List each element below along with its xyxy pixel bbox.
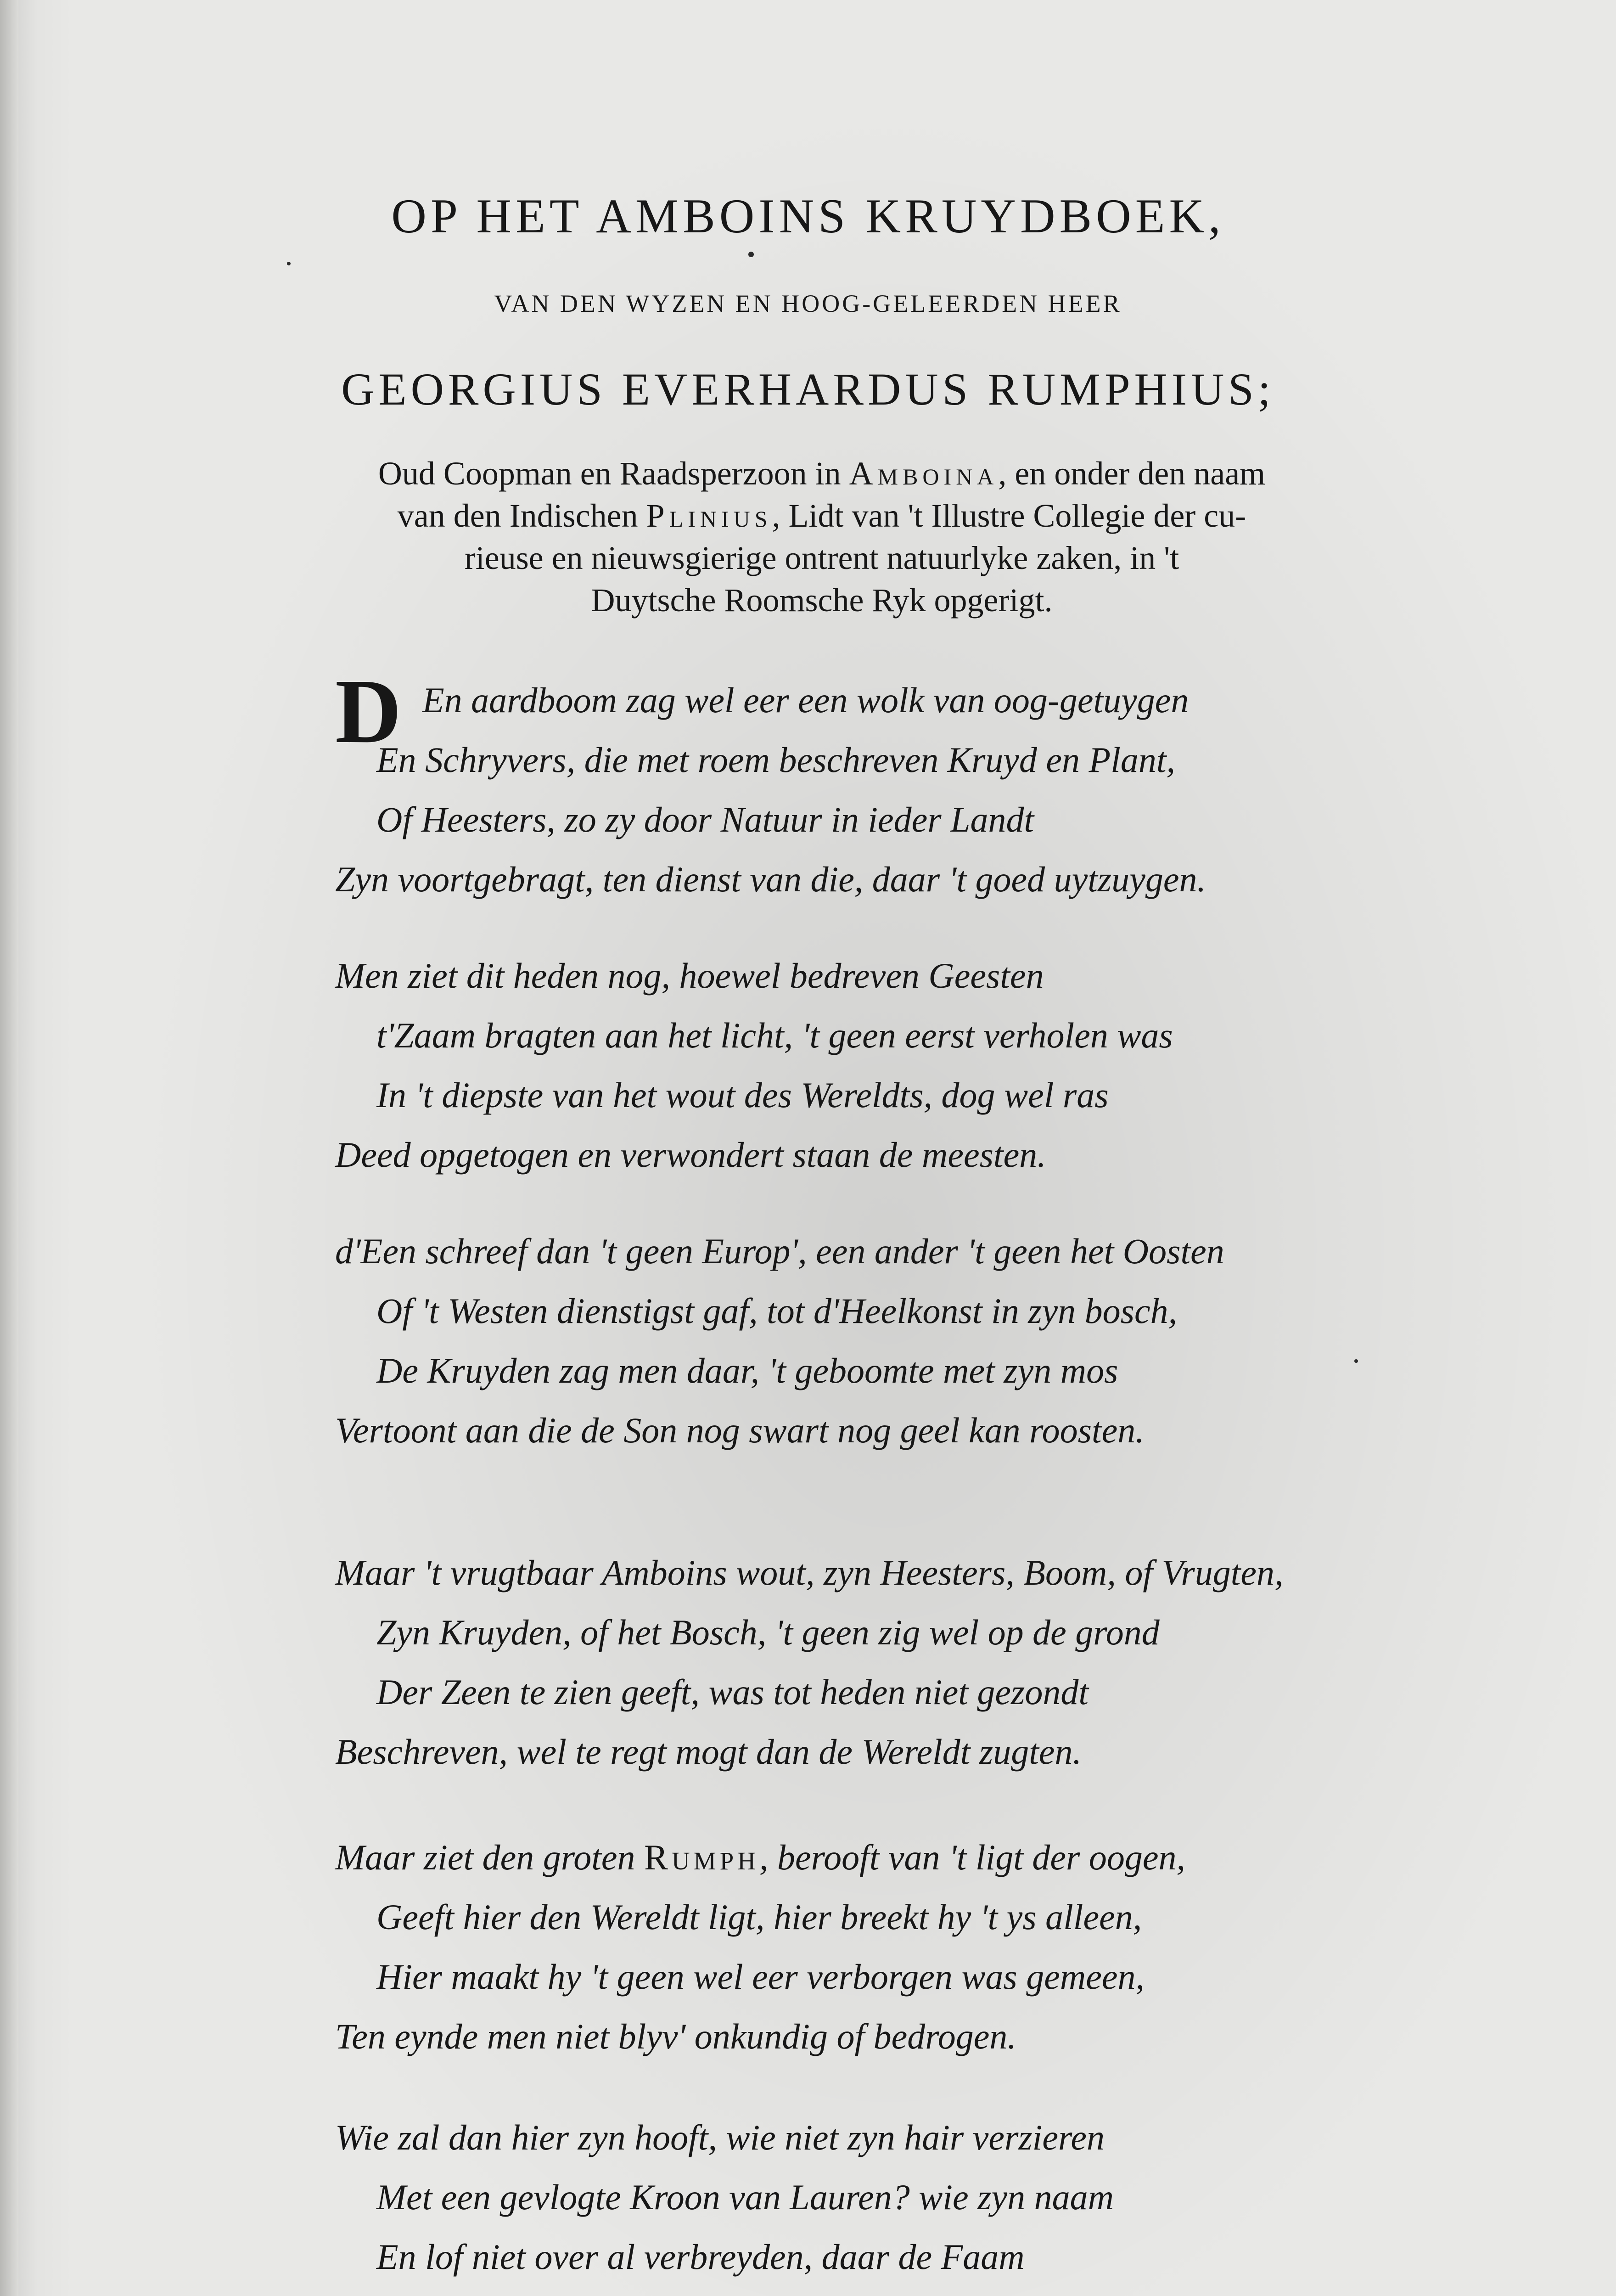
poem-line: Of Heesters, zo zy door Natuur in ieder Landt — [376, 799, 1034, 839]
description-line-1: Oud Coopman en Raadsperzoon in Amboina, en onder den naam — [378, 455, 1266, 492]
poem-line: En aardboom zag wel eer een wolk van oog-getuygen — [422, 680, 1189, 720]
page-subtitle: VAN DEN WYZEN EN HOOG-GELEERDEN HEER — [494, 290, 1122, 317]
poem-line: Of 't Westen dienstigst gaf, tot d'Heelkonst in zyn bosch, — [376, 1291, 1178, 1331]
poem-line: De Kruyden zag men daar, 't geboomte met zyn mos — [376, 1351, 1118, 1390]
place-name: Amboina — [849, 455, 999, 492]
poem-line: Der Zeen te zien geeft, was tot heden niet gezondt — [376, 1672, 1089, 1712]
poem-line: t'Zaam bragten aan het licht, 't geen eerst verholen was — [376, 1015, 1173, 1055]
author-name: GEORGIUS EVERHARDUS RUMPHIUS; — [341, 364, 1275, 415]
poem-line: Maar ziet den groten Rumph, berooft van 't ligt der oogen, — [335, 1837, 1186, 1877]
description-line-2: van den Indischen Plinius, Lidt van 't Illustre Collegie der cu- — [397, 497, 1246, 534]
description-line-3: rieuse en nieuwsgierige ontrent natuurlyke zaken, in 't — [464, 540, 1179, 576]
pliny-name: Plinius — [646, 497, 772, 534]
poem-line: En Schryvers, die met roem beschreven Kruyd en Plant, — [376, 740, 1176, 780]
author-description — [285, 452, 1359, 621]
description-line-4: Duytsche Roomsche Ryk opgerigt. — [591, 582, 1053, 619]
poem-line: Zyn voortgebragt, ten dienst van die, daar 't goed uytzuygen. — [335, 859, 1206, 899]
drop-cap: D — [335, 661, 402, 762]
poem-line: En lof niet over al verbreyden, daar de Faam — [376, 2237, 1025, 2277]
ink-dot — [1354, 1359, 1358, 1363]
poem-line: Met een gevlogte Kroon van Lauren? wie zyn naam — [376, 2177, 1114, 2217]
ink-dot — [287, 262, 291, 265]
ink-dot — [748, 252, 754, 257]
poem-line: d'Een schreef dan 't geen Europ', een ander 't geen het Oosten — [335, 1231, 1224, 1271]
poem-line: Geeft hier den Wereldt ligt, hier breekt hy 't ys alleen, — [376, 1897, 1142, 1937]
poem-line: Maar 't vrugtbaar Amboins wout, zyn Heesters, Boom, of Vrugten, — [335, 1553, 1284, 1593]
page-title: OP HET AMBOINS KRUYDBOEK, — [391, 189, 1225, 243]
poem-line: Vertoont aan die de Son nog swart nog geel kan roosten. — [335, 1410, 1145, 1450]
poem-line: Men ziet dit heden nog, hoewel bedreven Geesten — [335, 956, 1044, 996]
poem-line: Beschreven, wel te regt mogt dan de Wereldt zugten. — [335, 1732, 1082, 1772]
poem-line: Wie zal dan hier zyn hooft, wie niet zyn hair verzieren — [335, 2117, 1105, 2157]
poem-line: In 't diepste van het wout des Wereldts, dog wel ras — [376, 1075, 1109, 1115]
rumph-name: Rumph — [644, 1837, 759, 1877]
poem-line: Zyn Kruyden, of het Bosch, 't geen zig wel op de grond — [376, 1612, 1160, 1652]
poem-line: Deed opgetogen en verwondert staan de meesten. — [335, 1135, 1046, 1175]
book-gutter — [0, 0, 18, 2296]
poem-line: Hier maakt hy 't geen wel eer verborgen was gemeen, — [376, 1957, 1145, 1997]
poem-line: Ten eynde men niet blyv' onkundig of bedrogen. — [335, 2016, 1016, 2056]
